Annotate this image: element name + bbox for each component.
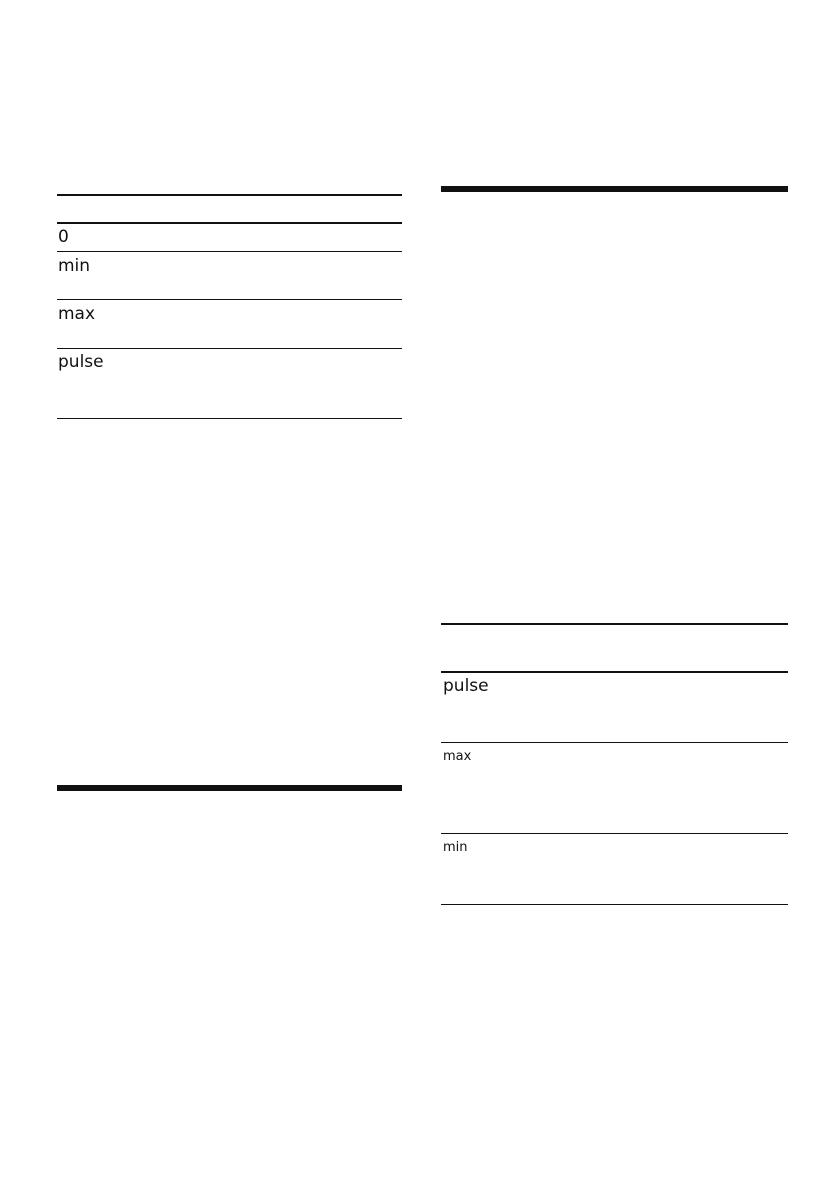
left-table-row-min: min — [58, 256, 91, 276]
right-table-row-max: max — [443, 749, 472, 764]
right-table-row-pulse: pulse — [443, 676, 489, 696]
left-table-top-rule — [57, 194, 402, 196]
left-section-heading-rule — [57, 785, 402, 791]
right-section-heading-rule — [441, 186, 788, 192]
left-table-row-pulse: pulse — [58, 352, 104, 372]
left-table-row-0: 0 — [58, 227, 69, 247]
right-table-row-min: min — [443, 840, 468, 855]
right-table-row-divider — [441, 833, 788, 834]
right-table-bottom-rule — [441, 904, 788, 905]
right-table-top-rule — [441, 623, 788, 625]
right-table-header-rule — [441, 671, 788, 673]
left-table-row-divider — [57, 251, 402, 252]
left-table-header-rule — [57, 222, 402, 224]
left-table-bottom-rule — [57, 418, 402, 419]
left-table-row-divider — [57, 299, 402, 300]
left-table-row-divider — [57, 348, 402, 349]
left-table-row-max: max — [58, 304, 96, 324]
right-table-row-divider — [441, 742, 788, 743]
